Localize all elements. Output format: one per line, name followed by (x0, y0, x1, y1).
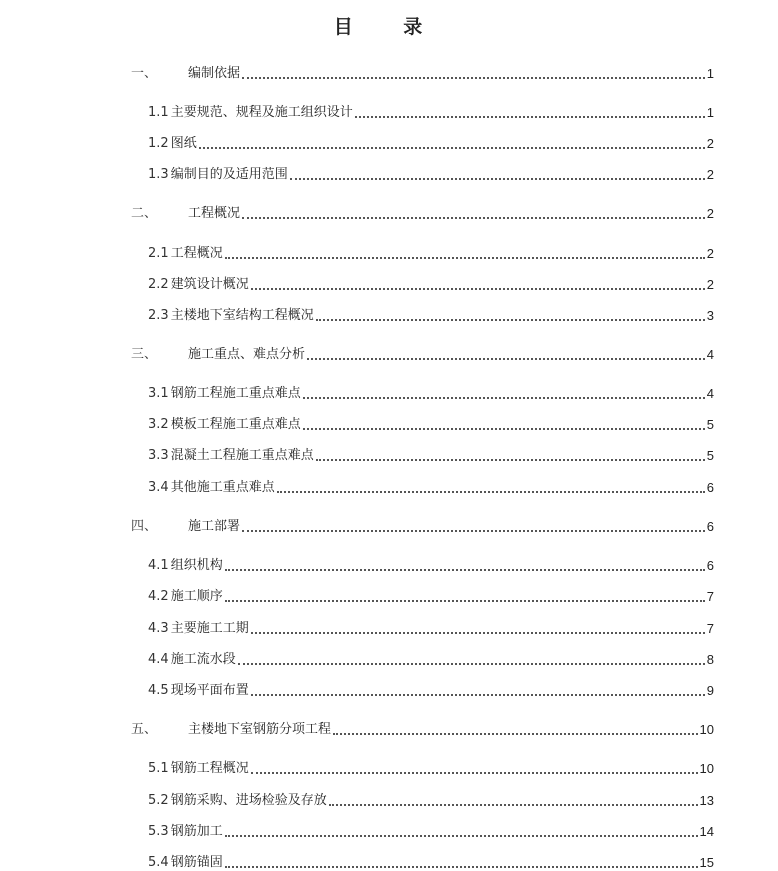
toc-entry-section[interactable] (148, 820, 714, 840)
toc-entry-page-number: 2 (706, 136, 714, 151)
toc-entry-page-number: 6 (706, 558, 714, 573)
toc-entry-page-number: 6 (706, 519, 714, 534)
dot-leader (225, 600, 705, 602)
toc-entry-page-number: 8 (706, 652, 714, 667)
toc-entry-label: 编制依据 (188, 66, 241, 81)
toc-entry-section[interactable] (148, 304, 714, 324)
toc-entry-page-number: 1 (706, 105, 714, 120)
toc-entry-number: 5.2 (148, 793, 169, 808)
toc-entry-number: 3.2 (148, 417, 169, 432)
dot-leader (242, 530, 705, 532)
toc-entry-label: 施工顺序 (170, 589, 223, 604)
toc-entry-section[interactable] (148, 163, 714, 183)
toc-entry-section[interactable] (148, 101, 714, 121)
dot-leader (225, 257, 705, 259)
toc-entry-chapter[interactable] (131, 718, 714, 738)
toc-entry-page-number: 3 (706, 308, 714, 323)
toc-entry-section[interactable] (148, 757, 714, 777)
toc-entry-page-number: 2 (706, 246, 714, 261)
toc-entry-page-number: 4 (706, 386, 714, 401)
toc-entry-number: 三、 (131, 347, 158, 362)
toc-entry-number: 5.3 (148, 824, 169, 839)
dot-leader (242, 217, 705, 219)
toc-entry-chapter[interactable] (131, 202, 714, 222)
toc-entry-label: 钢筋锚固 (170, 855, 223, 870)
dot-leader (277, 491, 705, 493)
toc-entry-section[interactable] (148, 413, 714, 433)
toc-entry-label: 钢筋工程概况 (170, 761, 249, 776)
toc-entry-chapter[interactable] (131, 62, 714, 82)
toc-entry-label: 钢筋采购、进场检验及存放 (170, 793, 327, 808)
toc-entry-number: 5.4 (148, 855, 169, 870)
dot-leader (333, 733, 698, 735)
dot-leader (225, 866, 698, 868)
toc-entry-page-number: 14 (699, 824, 714, 839)
toc-entry-page-number: 9 (706, 683, 714, 698)
toc-entry-number: 3.3 (148, 448, 169, 463)
toc-entry-chapter[interactable] (131, 343, 714, 363)
toc-entry-page-number: 2 (706, 206, 714, 221)
toc-entry-page-number: 7 (706, 621, 714, 636)
toc-entry-page-number: 5 (706, 417, 714, 432)
toc-entry-number: 1.1 (148, 105, 169, 120)
toc-entry-label: 现场平面布置 (170, 683, 249, 698)
toc-entry-number: 二、 (131, 206, 158, 221)
toc-entry-section[interactable] (148, 476, 714, 496)
toc-entry-label: 编制目的及适用范围 (170, 167, 288, 182)
toc-entry-number: 1.3 (148, 167, 169, 182)
toc-entry-label: 图纸 (170, 136, 197, 151)
toc-entry-number: 3.1 (148, 386, 169, 401)
toc-entry-number: 4.5 (148, 683, 169, 698)
toc-entry-label: 工程概况 (188, 206, 241, 221)
toc-entry-number: 4.2 (148, 589, 169, 604)
toc-entry-label: 钢筋加工 (170, 824, 223, 839)
toc-entry-label: 混凝土工程施工重点难点 (170, 448, 314, 463)
toc-entry-page-number: 15 (699, 855, 714, 870)
toc-entry-label: 工程概况 (170, 246, 223, 261)
toc-entry-section[interactable] (148, 679, 714, 699)
toc-entry-label: 建筑设计概况 (170, 277, 249, 292)
toc-entry-page-number: 7 (706, 589, 714, 604)
toc-entry-section[interactable] (148, 132, 714, 152)
toc-entry-number: 2.1 (148, 246, 169, 261)
toc-entry-number: 五、 (131, 722, 158, 737)
dot-leader (225, 835, 698, 837)
toc-entry-label: 其他施工重点难点 (170, 480, 275, 495)
dot-leader (251, 694, 705, 696)
toc-entry-page-number: 6 (706, 480, 714, 495)
toc-entry-label: 主楼地下室结构工程概况 (170, 308, 314, 323)
toc-entry-label: 施工重点、难点分析 (188, 347, 306, 362)
toc-entry-number: 一、 (131, 66, 158, 81)
toc-entry-section[interactable] (148, 242, 714, 262)
toc-entry-page-number: 10 (699, 722, 714, 737)
dot-leader (199, 147, 705, 149)
dot-leader (307, 358, 705, 360)
toc-entry-page-number: 1 (706, 66, 714, 81)
toc-entry-number: 2.2 (148, 277, 169, 292)
toc-entry-page-number: 4 (706, 347, 714, 362)
toc-title: 目 录 (333, 16, 445, 38)
toc-entry-section[interactable] (148, 585, 714, 605)
toc-entry-number: 四、 (131, 519, 158, 534)
dot-leader (251, 288, 705, 290)
dot-leader (242, 77, 705, 79)
toc-entry-label: 主楼地下室钢筋分项工程 (188, 722, 332, 737)
dot-leader (329, 804, 698, 806)
toc-entry-label: 模板工程施工重点难点 (170, 417, 301, 432)
toc-entry-page-number: 10 (699, 761, 714, 776)
dot-leader (316, 459, 705, 461)
dot-leader (290, 178, 705, 180)
toc-entry-section[interactable] (148, 648, 714, 668)
toc-entry-page-number: 2 (706, 277, 714, 292)
toc-entry-section[interactable] (148, 617, 714, 637)
toc-entry-number: 1.2 (148, 136, 169, 151)
toc-entry-number: 4.1 (148, 558, 169, 573)
toc-entry-section[interactable] (148, 789, 714, 809)
toc-entry-number: 3.4 (148, 480, 169, 495)
toc-entry-page-number: 13 (699, 793, 714, 808)
toc-entry-label: 施工部署 (188, 519, 241, 534)
toc-entry-page-number: 5 (706, 448, 714, 463)
dot-leader (355, 116, 705, 118)
toc-entry-page-number: 2 (706, 167, 714, 182)
toc-entry-number: 4.4 (148, 652, 169, 667)
toc-entry-label: 钢筋工程施工重点难点 (170, 386, 301, 401)
dot-leader (303, 397, 705, 399)
toc-entry-section[interactable] (148, 444, 714, 464)
toc-entry-section[interactable] (148, 851, 714, 871)
toc-entry-label: 组织机构 (170, 558, 223, 573)
toc-entry-label: 施工流水段 (170, 652, 236, 667)
dot-leader (225, 569, 705, 571)
toc-entry-number: 4.3 (148, 621, 169, 636)
toc-entry-section[interactable] (148, 382, 714, 402)
dot-leader (303, 428, 705, 430)
toc-entry-number: 2.3 (148, 308, 169, 323)
toc-entry-label: 主要规范、规程及施工组织设计 (170, 105, 353, 120)
toc-entry-section[interactable] (148, 273, 714, 293)
toc-entry-section[interactable] (148, 554, 714, 574)
dot-leader (316, 319, 705, 321)
dot-leader (251, 772, 698, 774)
dot-leader (251, 632, 705, 634)
toc-entry-number: 5.1 (148, 761, 169, 776)
toc-entry-chapter[interactable] (131, 515, 714, 535)
toc-entry-label: 主要施工工期 (170, 621, 249, 636)
dot-leader (238, 663, 705, 665)
